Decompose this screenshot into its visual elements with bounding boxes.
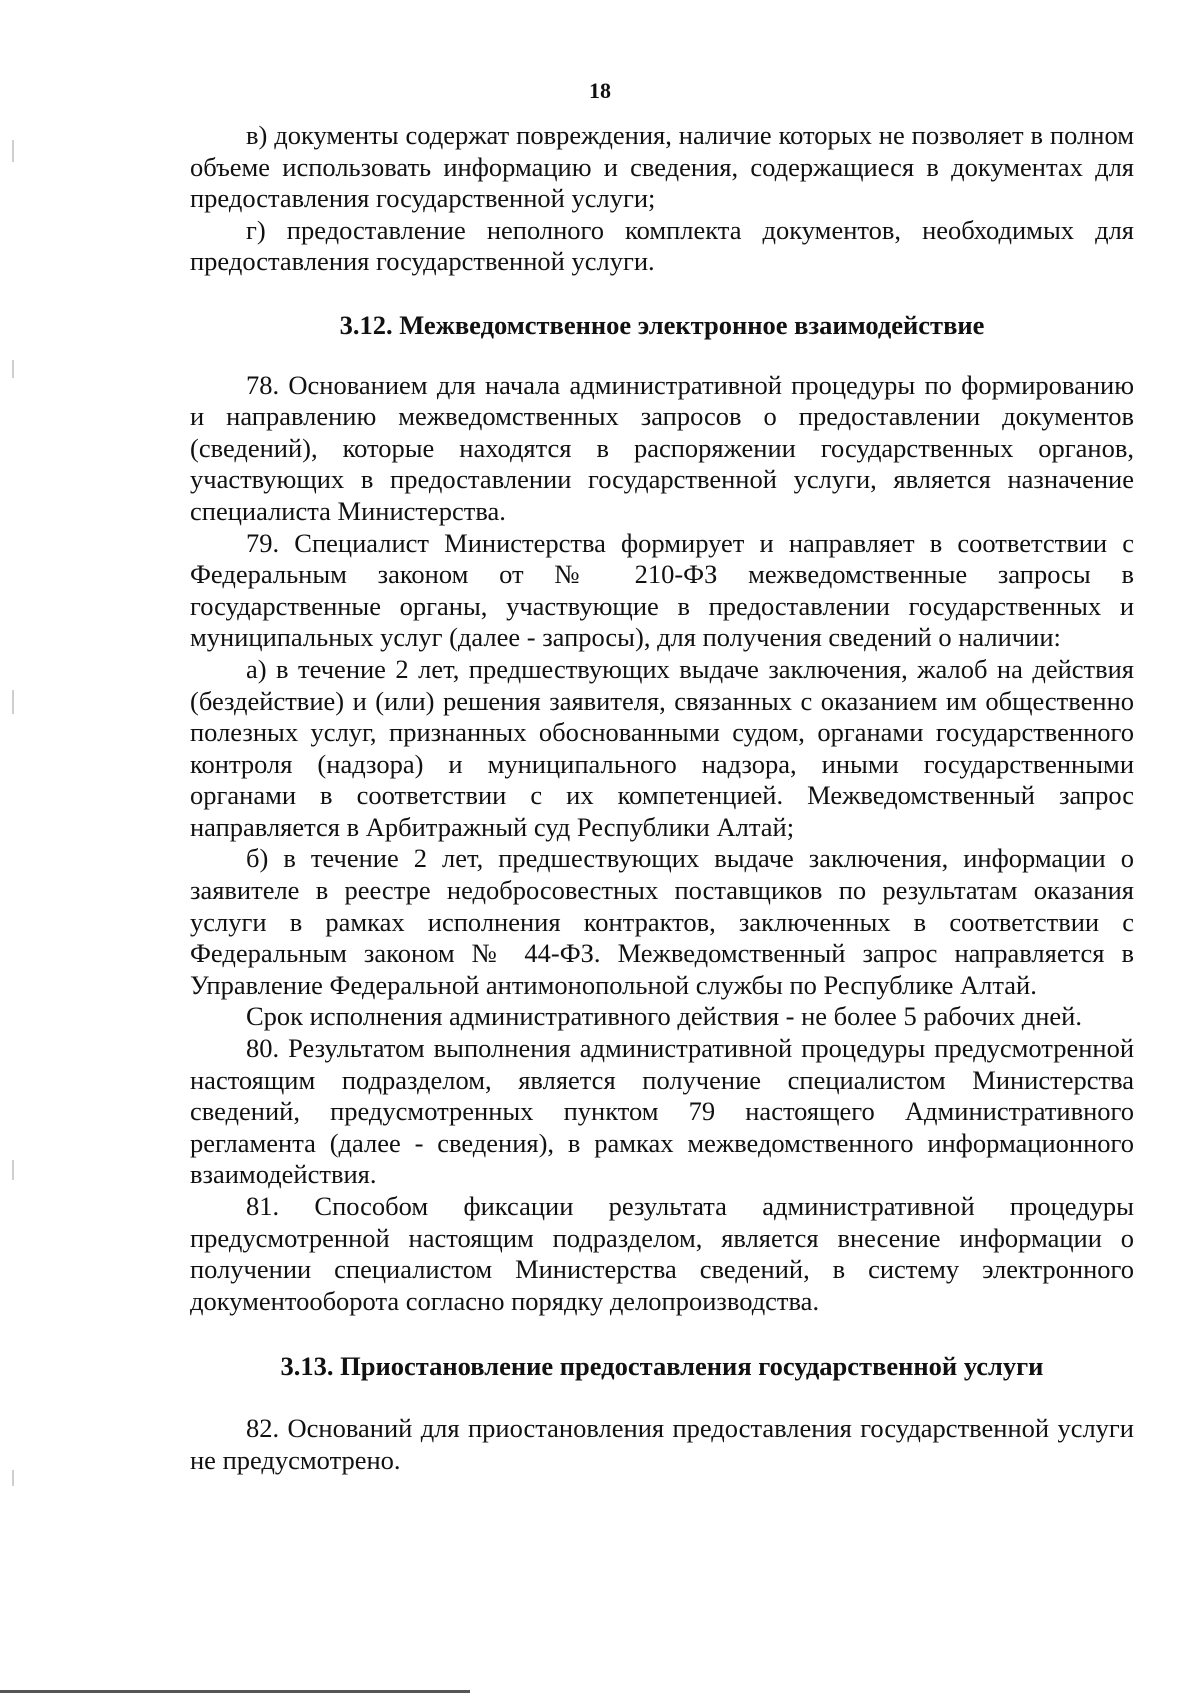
paragraph-deadline: Срок исполнения административного действия - не более 5 рабочих дней.	[246, 1001, 1082, 1032]
footer-scan-line	[0, 1690, 470, 1693]
section-heading-3-12: 3.12. Межведомственное электронное взаимодействие	[339, 309, 985, 340]
paragraph-78: 78. Основанием для начала административной процедуры по формированию и направлению межведомственных запросов о предоставлении документов (сведений), которые находятся в распоряжении государственных органов, участвующих в предоставлении государственной услуги, является назначение специалиста Министерства.	[190, 369, 1134, 526]
paragraph-79-b: б) в течение 2 лет, предшествующих выдаче заключения, информации о заявителе в реестре недобросовестных поставщиков по результатам оказания услуги в рамках исполнения контрактов, заключенных в соответствии с Федеральным законом № 44-ФЗ. Межведомственный запрос направляется в Управление Федеральной антимонопольной службы по Республике Алтай.	[190, 843, 1134, 1000]
paragraph-82: 82. Оснований для приостановления предоставления государственной услуги не предусмотрено.	[190, 1412, 1134, 1475]
paragraph-79-a: а) в течение 2 лет, предшествующих выдаче заключения, жалоб на действия (бездействие) и (или) решения заявителя, связанных с оказанием им общественно полезных услуг, признанных обоснованными судом, органами государственного контроля (надзора) и муниципального надзора, иными государственными органами в соответствии с их компетенцией. Межведомственный запрос направляется в Арбитражный суд Республики Алтай;	[190, 653, 1134, 842]
scan-speck	[12, 140, 14, 162]
document-body	[190, 120, 1134, 1476]
scan-speck	[12, 360, 14, 378]
scan-speck	[12, 1470, 14, 1486]
paragraph-item-v: в) документы содержат повреждения, наличие которых не позволяет в полном объеме использовать информацию и сведения, содержащиеся в документах для предоставления государственной услуги;	[190, 120, 1134, 214]
paragraph-item-g: г) предоставление неполного комплекта документов, необходимых для предоставления государственной услуги.	[190, 214, 1134, 277]
scan-speck	[12, 1160, 14, 1180]
scan-edge-marks	[12, 0, 18, 1698]
scan-speck	[12, 690, 14, 714]
page-number: 18	[589, 78, 611, 103]
paragraph-81: 81. Способом фиксации результата административной процедуры предусмотренной настоящим подразделом, является внесение информации о получении специалистом Министерства сведений, в систему электронного документооборота согласно порядку делопроизводства.	[190, 1191, 1134, 1316]
paragraph-79: 79. Специалист Министерства формирует и направляет в соответствии с Федеральным законом от № 210-ФЗ межведомственные запросы в государственные органы, участвующие в предоставлении государственных и муниципальных услуг (далее - запросы), для получения сведений о наличии:	[190, 527, 1134, 653]
section-heading-3-13: 3.13. Приостановление предоставления государственной услуги	[280, 1351, 1044, 1382]
paragraph-80: 80. Результатом выполнения административной процедуры предусмотренной настоящим подразделом, является получение специалистом Министерства сведений, предусмотренных пунктом 79 настоящего Административного регламента (далее - сведения), в рамках межведомственного информационного взаимодействия.	[190, 1033, 1134, 1190]
